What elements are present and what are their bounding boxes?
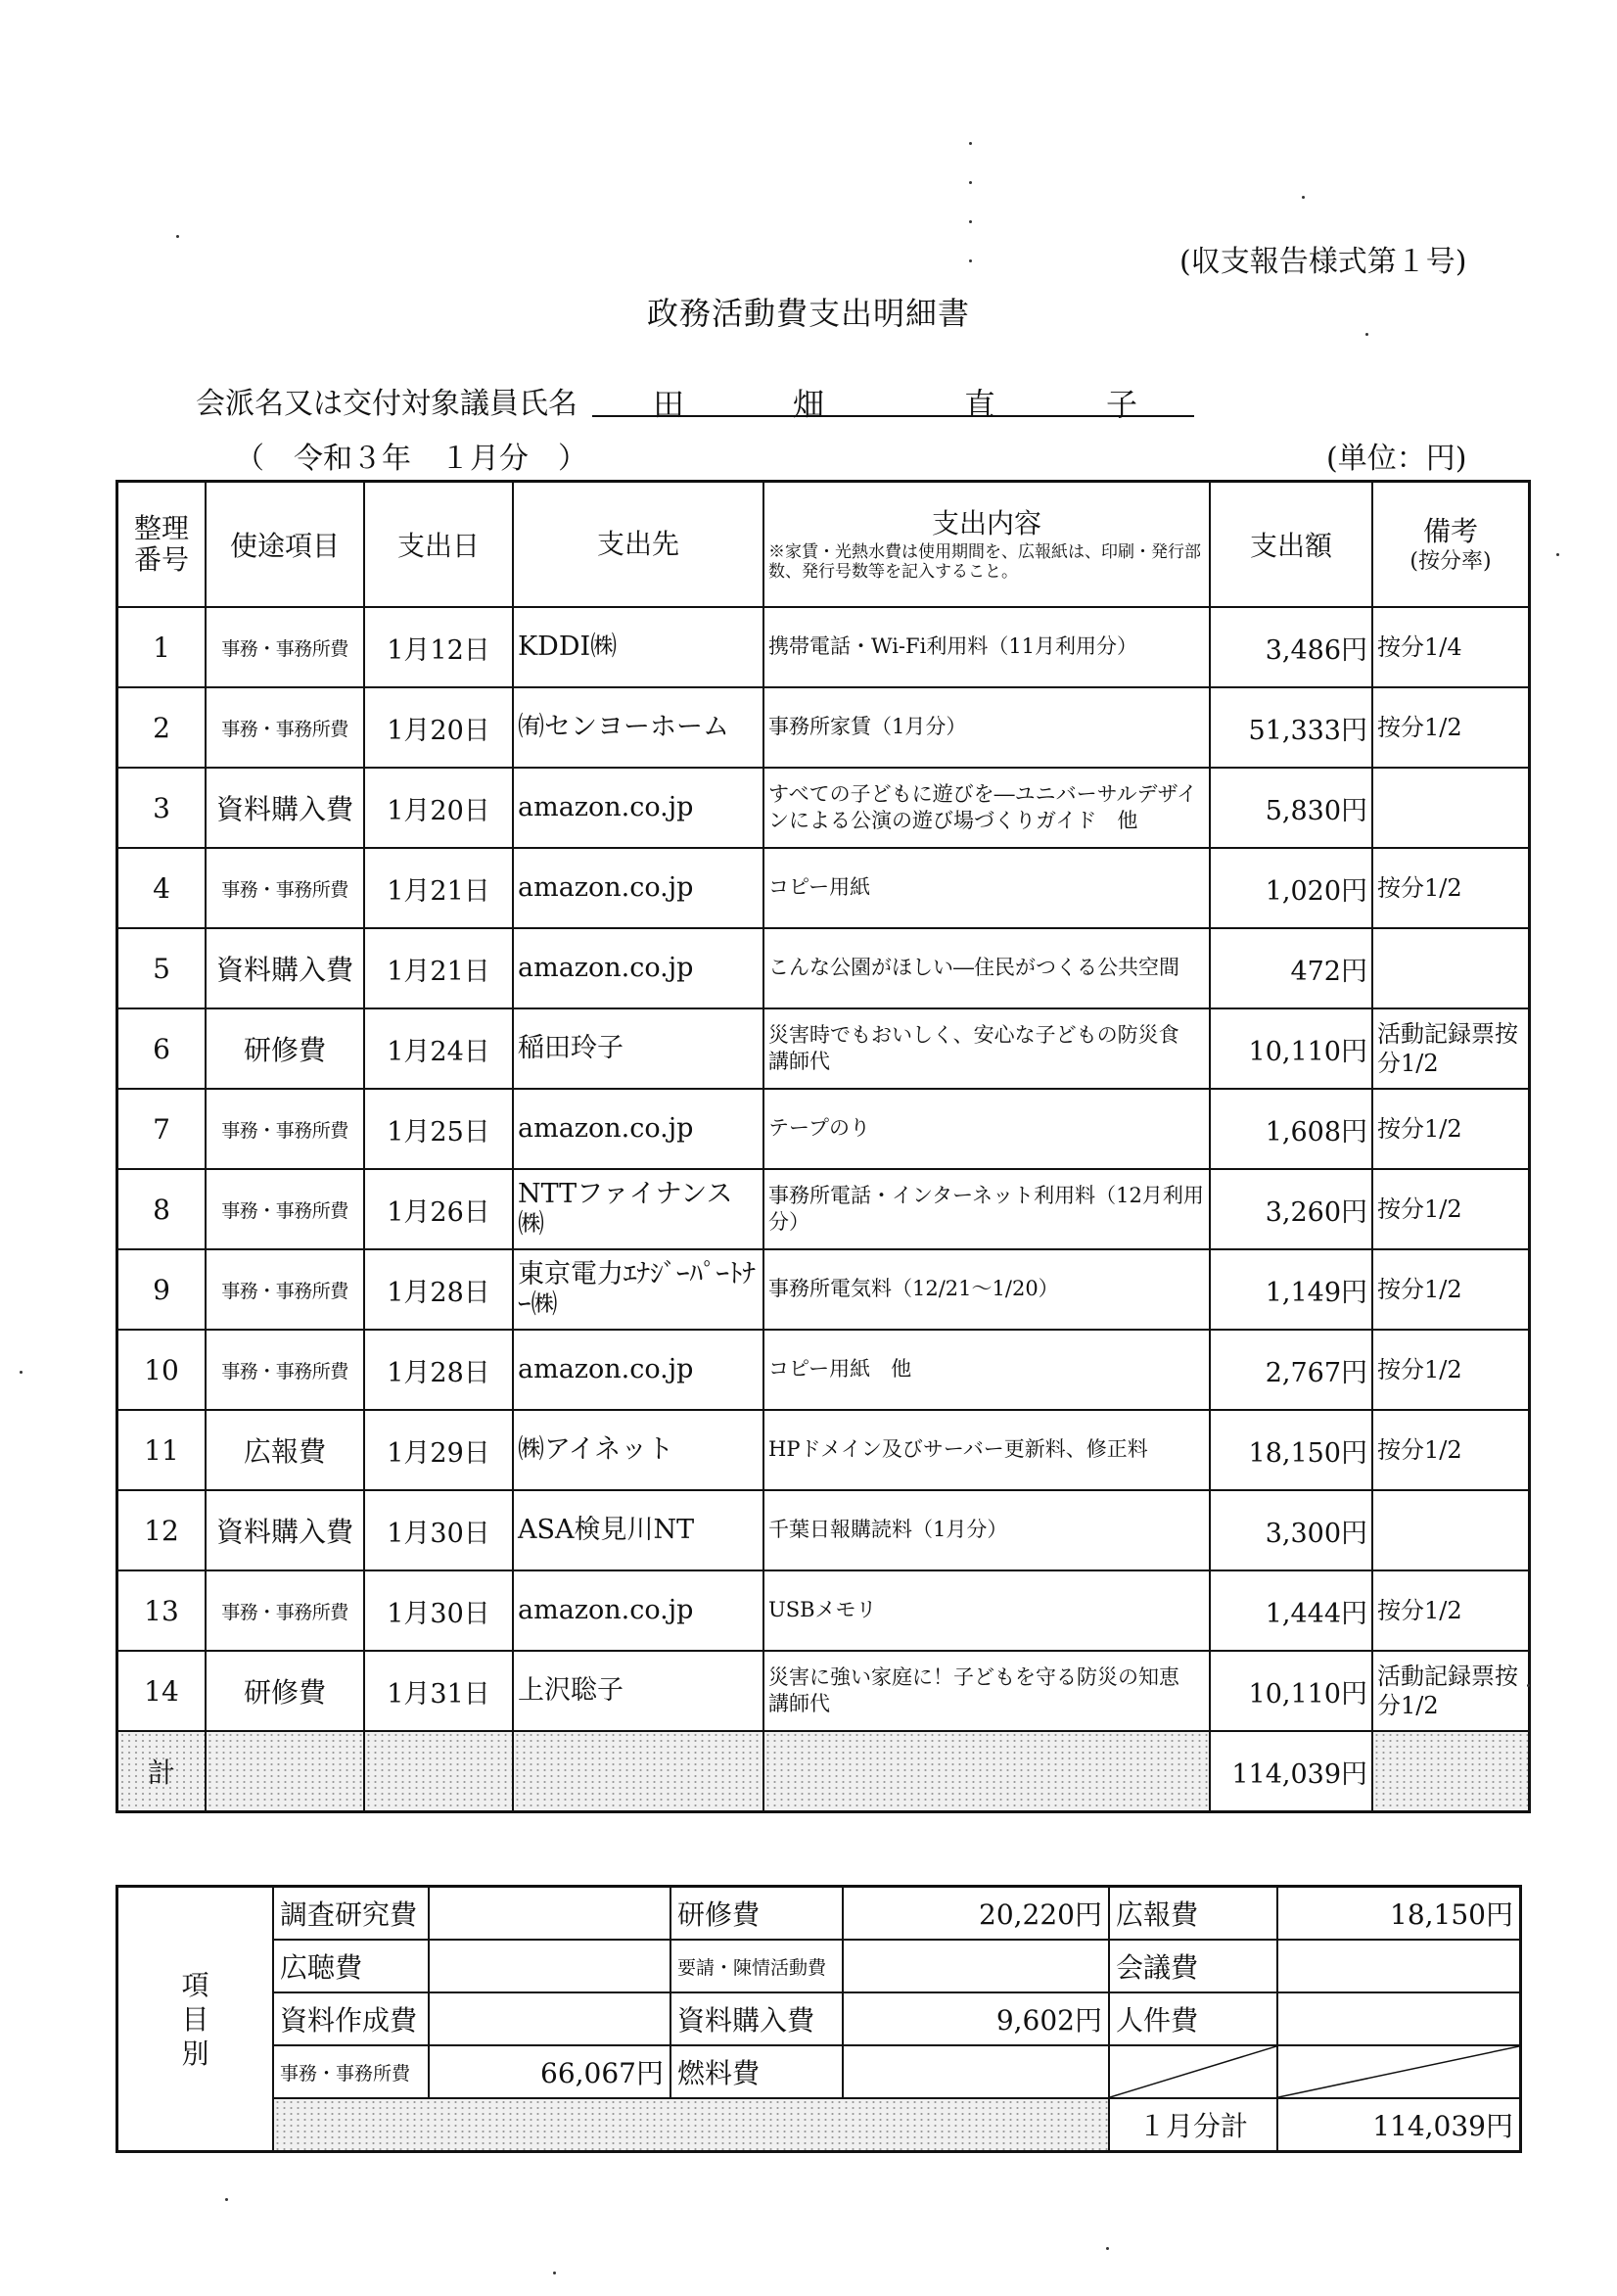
member-name-char-2: 畑 [793, 386, 825, 423]
row-no: 4 [117, 848, 207, 928]
row-payee: KDDI㈱ [513, 607, 763, 687]
member-name-char-1: 田 [653, 386, 685, 423]
row-remarks: 按分1/4 [1372, 607, 1530, 687]
header-remarks-sub: (按分率) [1409, 548, 1492, 574]
row-amount: 51,333円 [1210, 687, 1372, 768]
header-no: 整理番号 [117, 482, 207, 608]
row-content: 災害時でもおいしく、安心な子どもの防災食 講師代 [763, 1008, 1210, 1089]
row-content: 千葉日報購読料（1月分） [763, 1490, 1210, 1570]
row-amount: 472円 [1210, 928, 1372, 1008]
total-amount: 114,039円 [1210, 1731, 1372, 1812]
member-name-label: 会派名又は交付対象議員氏名 [196, 387, 578, 421]
summary-label-nenryo: 燃料費 [670, 2045, 843, 2098]
report-period: （ 令和３年 １月分 ） [235, 442, 587, 476]
row-date: 1月25日 [364, 1089, 513, 1169]
header-remarks [1372, 482, 1530, 608]
row-no: 14 [117, 1651, 207, 1731]
row-amount: 3,300円 [1210, 1490, 1372, 1570]
row-content: 災害に強い家庭に！子どもを守る防災の知恵 講師代 [763, 1651, 1210, 1731]
row-no: 2 [117, 687, 207, 768]
scan-speck [969, 259, 972, 262]
row-content: こんな公園がほしい―住民がつくる公共空間 [763, 928, 1210, 1008]
row-remarks: 活動記録票按分1/2 [1372, 1008, 1530, 1089]
row-no: 10 [117, 1330, 207, 1410]
table-row [117, 1008, 1530, 1089]
table-row [117, 1330, 1530, 1410]
total-blank-cell [513, 1731, 763, 1812]
row-content: 事務所家賃（1月分） [763, 687, 1210, 768]
total-row [117, 1731, 1530, 1812]
table-row [117, 1249, 1530, 1330]
row-payee: ㈲センヨーホーム [513, 687, 763, 768]
row-remarks [1372, 1490, 1530, 1570]
table-row [117, 687, 1530, 768]
row-category: 事務・事務所費 [206, 1330, 364, 1410]
row-date: 1月20日 [364, 768, 513, 848]
scan-speck [1302, 196, 1305, 199]
row-date: 1月30日 [364, 1490, 513, 1570]
summary-label-kocho: 広聴費 [273, 1940, 429, 1992]
table-row [117, 1169, 1530, 1249]
row-content: HPドメイン及びサーバー更新料、修正料 [763, 1410, 1210, 1490]
total-blank-cell [364, 1731, 513, 1812]
scan-speck [1527, 1684, 1530, 1687]
summary-label-yosei: 要請・陳情活動費 [670, 1940, 843, 1992]
header-payee: 支出先 [513, 482, 763, 608]
member-name-char-3: 直 [964, 386, 996, 423]
row-no: 11 [117, 1410, 207, 1490]
row-content: コピー用紙 他 [763, 1330, 1210, 1410]
header-category: 使途項目 [206, 482, 364, 608]
row-date: 1月26日 [364, 1169, 513, 1249]
row-category: 事務・事務所費 [206, 607, 364, 687]
row-category: 資料購入費 [206, 928, 364, 1008]
row-date: 1月12日 [364, 607, 513, 687]
scan-speck [225, 2198, 228, 2201]
table-row [117, 928, 1530, 1008]
scan-speck [553, 2272, 556, 2274]
total-blank-cell [1372, 1731, 1530, 1812]
row-no: 5 [117, 928, 207, 1008]
summary-label-shiryo-konyu: 資料購入費 [670, 1992, 843, 2045]
scan-speck [969, 220, 972, 223]
total-label: 計 [117, 1731, 207, 1812]
row-content: コピー用紙 [763, 848, 1210, 928]
summary-value-kocho [429, 1940, 670, 1992]
row-remarks: 按分1/2 [1372, 1330, 1530, 1410]
row-amount: 18,150円 [1210, 1410, 1372, 1490]
summary-value-kaigi [1277, 1940, 1521, 1992]
member-name-char-4: 子 [1106, 386, 1138, 423]
row-no: 8 [117, 1169, 207, 1249]
row-category: 資料購入費 [206, 1490, 364, 1570]
row-payee: 上沢聡子 [513, 1651, 763, 1731]
row-amount: 2,767円 [1210, 1330, 1372, 1410]
row-category: 事務・事務所費 [206, 687, 364, 768]
row-category: 事務・事務所費 [206, 1089, 364, 1169]
summary-value-kenshu: 20,220円 [843, 1887, 1109, 1941]
header-date: 支出日 [364, 482, 513, 608]
document-title: 政務活動費支出明細書 [646, 295, 970, 332]
summary-value-jimu: 66,067円 [429, 2045, 670, 2098]
row-content: USBメモリ [763, 1570, 1210, 1651]
table-row [117, 1570, 1530, 1651]
total-blank-cell [206, 1731, 364, 1812]
currency-unit: (単位：円) [1326, 442, 1467, 476]
row-content: 事務所電話・インターネット利用料（12月利用分） [763, 1169, 1210, 1249]
table-row [117, 1089, 1530, 1169]
summary-value-chosa [429, 1887, 670, 1941]
summary-side-label: 項目別 [117, 1887, 274, 2152]
summary-label-kaigi: 会議費 [1109, 1940, 1277, 1992]
row-amount: 1,444円 [1210, 1570, 1372, 1651]
summary-label-jimu: 事務・事務所費 [273, 2045, 429, 2098]
scan-speck [1556, 553, 1559, 556]
row-payee: amazon.co.jp [513, 928, 763, 1008]
row-date: 1月28日 [364, 1249, 513, 1330]
row-remarks: 按分1/2 [1372, 687, 1530, 768]
row-category: 事務・事務所費 [206, 1169, 364, 1249]
row-no: 6 [117, 1008, 207, 1089]
row-amount: 1,020円 [1210, 848, 1372, 928]
row-category: 事務・事務所費 [206, 848, 364, 928]
row-remarks: 按分1/2 [1372, 848, 1530, 928]
header-content [763, 482, 1210, 608]
row-category: 事務・事務所費 [206, 1570, 364, 1651]
form-number: (収支報告様式第１号) [1179, 245, 1467, 279]
row-content: 携帯電話・Wi-Fi利用料（11月利用分） [763, 607, 1210, 687]
scan-speck [176, 235, 179, 238]
row-category: 資料購入費 [206, 768, 364, 848]
row-category: 研修費 [206, 1008, 364, 1089]
row-category: 研修費 [206, 1651, 364, 1731]
row-payee: amazon.co.jp [513, 1330, 763, 1410]
row-remarks [1372, 928, 1530, 1008]
member-name [592, 372, 1194, 423]
summary-value-nenryo [843, 2045, 1109, 2098]
category-summary-table [116, 1885, 1522, 2153]
row-no: 1 [117, 607, 207, 687]
summary-blank-shaded [273, 2098, 1109, 2152]
row-payee: amazon.co.jp [513, 848, 763, 928]
header-content-note: ※家賃・光熱水費は使用期間を、広報紙は、印刷・発行部数、発行号数等を記入すること。 [768, 541, 1201, 583]
summary-value-jinken [1277, 1992, 1521, 2045]
diagonal-line [1110, 2046, 1276, 2097]
table-row [117, 1651, 1530, 1731]
row-remarks: 按分1/2 [1372, 1089, 1530, 1169]
row-payee: 東京電力ｴﾅｼﾞｰﾊﾟｰﾄﾅｰ㈱ [513, 1249, 763, 1330]
summary-value-shiryo-konyu: 9,602円 [843, 1992, 1109, 2045]
row-date: 1月28日 [364, 1330, 513, 1410]
summary-diagonal-cell [1277, 2045, 1521, 2098]
row-amount: 3,486円 [1210, 607, 1372, 687]
row-no: 3 [117, 768, 207, 848]
row-date: 1月21日 [364, 928, 513, 1008]
row-date: 1月29日 [364, 1410, 513, 1490]
diagonal-line [1278, 2046, 1519, 2097]
header-remarks-title: 備考 [1422, 514, 1478, 547]
row-no: 7 [117, 1089, 207, 1169]
row-date: 1月31日 [364, 1651, 513, 1731]
row-remarks: 按分1/2 [1372, 1570, 1530, 1651]
table-row [117, 848, 1530, 928]
row-remarks [1372, 768, 1530, 848]
row-no: 9 [117, 1249, 207, 1330]
summary-value-koho: 18,150円 [1277, 1887, 1521, 1941]
row-date: 1月21日 [364, 848, 513, 928]
scan-speck [20, 1371, 23, 1374]
row-amount: 1,608円 [1210, 1089, 1372, 1169]
table-row [117, 768, 1530, 848]
scan-speck [1106, 2247, 1109, 2250]
row-category: 事務・事務所費 [206, 1249, 364, 1330]
row-payee: amazon.co.jp [513, 1570, 763, 1651]
row-amount: 1,149円 [1210, 1249, 1372, 1330]
expense-detail-table [116, 480, 1531, 1813]
row-payee: ㈱アイネット [513, 1410, 763, 1490]
row-content: 事務所電気料（12/21～1/20） [763, 1249, 1210, 1330]
summary-value-shiryo-sakusei [429, 1992, 670, 2045]
scan-speck [1365, 333, 1368, 336]
row-amount: 10,110円 [1210, 1008, 1372, 1089]
table-row [117, 607, 1530, 687]
table-row [117, 1490, 1530, 1570]
row-payee: amazon.co.jp [513, 768, 763, 848]
scan-speck [969, 181, 972, 184]
summary-month-total-label: １月分計 [1109, 2098, 1277, 2152]
row-payee: 稲田玲子 [513, 1008, 763, 1089]
summary-label-chosa: 調査研究費 [273, 1887, 429, 1941]
row-no: 13 [117, 1570, 207, 1651]
summary-label-kenshu: 研修費 [670, 1887, 843, 1941]
scan-speck [969, 142, 972, 145]
row-remarks: 按分1/2 [1372, 1410, 1530, 1490]
summary-label-koho: 広報費 [1109, 1887, 1277, 1941]
header-amount: 支出額 [1210, 482, 1372, 608]
row-amount: 3,260円 [1210, 1169, 1372, 1249]
summary-month-total-value: 114,039円 [1277, 2098, 1521, 2152]
summary-label-shiryo-sakusei: 資料作成費 [273, 1992, 429, 2045]
row-remarks: 按分1/2 [1372, 1169, 1530, 1249]
summary-label-jinken: 人件費 [1109, 1992, 1277, 2045]
row-date: 1月24日 [364, 1008, 513, 1089]
row-date: 1月20日 [364, 687, 513, 768]
table-row [117, 1410, 1530, 1490]
row-content: すべての子どもに遊びを―ユニバーサルデザインによる公演の遊び場づくりガイド 他 [763, 768, 1210, 848]
row-payee: amazon.co.jp [513, 1089, 763, 1169]
row-amount: 5,830円 [1210, 768, 1372, 848]
row-remarks: 按分1/2 [1372, 1249, 1530, 1330]
row-amount: 10,110円 [1210, 1651, 1372, 1731]
summary-value-yosei [843, 1940, 1109, 1992]
row-category: 広報費 [206, 1410, 364, 1490]
header-content-title: 支出内容 [931, 507, 1041, 540]
table-header-row [117, 482, 1530, 608]
row-remarks: 活動記録票按分1/2 [1372, 1651, 1530, 1731]
row-payee: ASA検見川NT [513, 1490, 763, 1570]
row-content: テープのり [763, 1089, 1210, 1169]
row-payee: NTTファイナンス㈱ [513, 1169, 763, 1249]
row-no: 12 [117, 1490, 207, 1570]
summary-diagonal-cell [1109, 2045, 1277, 2098]
total-blank-cell [763, 1731, 1210, 1812]
row-date: 1月30日 [364, 1570, 513, 1651]
